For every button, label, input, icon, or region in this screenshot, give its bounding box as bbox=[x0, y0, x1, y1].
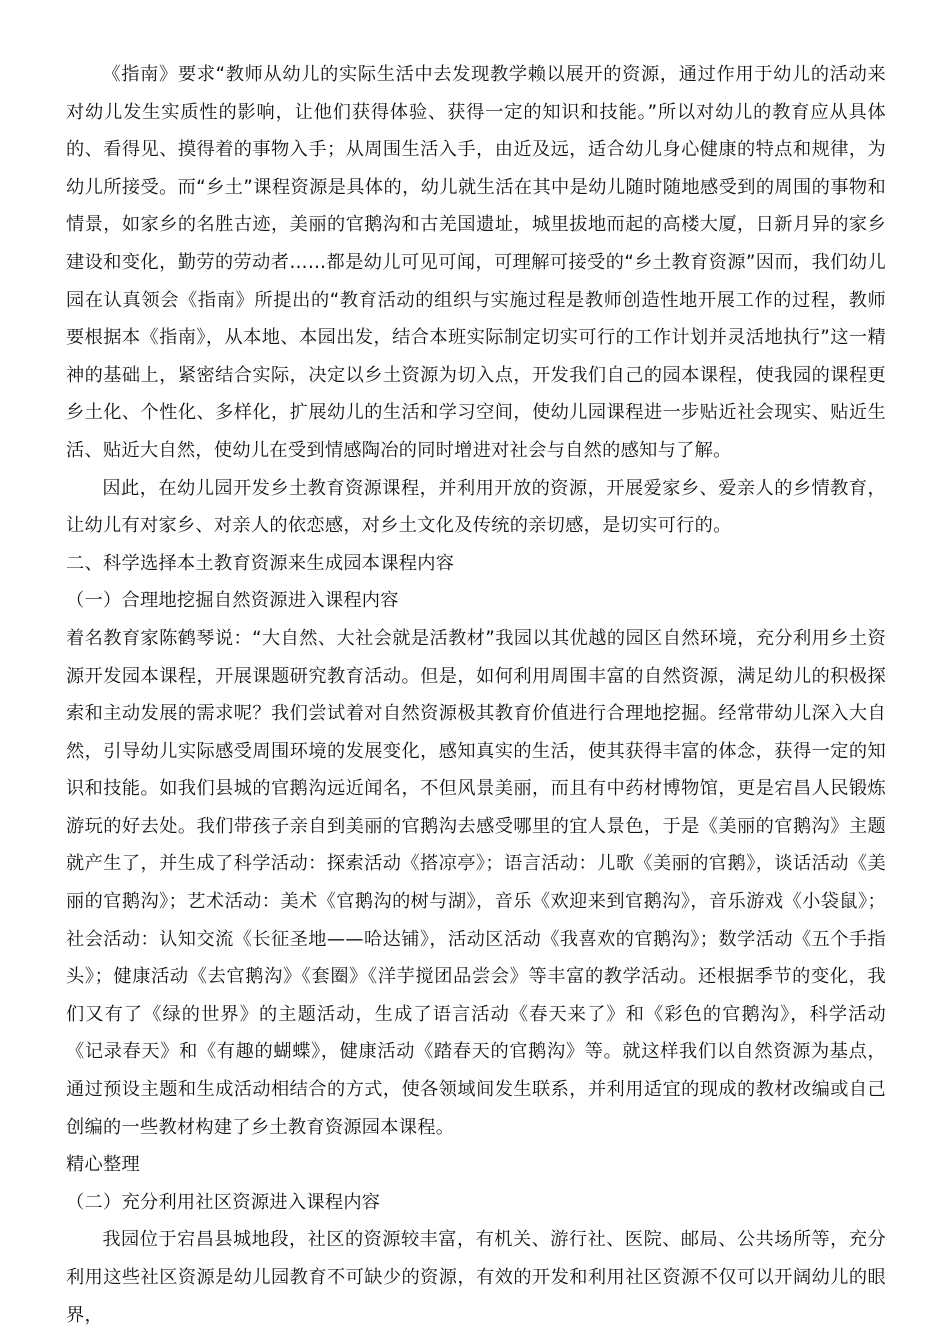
paragraph-conclusion: 因此，在幼儿园开发乡土教育资源课程，并利用开放的资源，开展爱家乡、爱亲人的乡情教育，让幼儿有对家乡、对亲人的依恋感，对乡土文化及传统的亲切感，是切实可行的。 bbox=[66, 477, 886, 537]
paragraph-community-resources: 我园位于宕昌县城地段，社区的资源较丰富，有机关、游行社、医院、邮局、公共场所等，充分利用这些社区资源是幼儿园教育不可缺少的资源，有效的开发和利用社区资源不仅可以开阔幼儿的眼界， bbox=[66, 1229, 886, 1326]
section-heading-2: 二、科学选择本土教育资源来生成园本课程内容 bbox=[66, 552, 455, 574]
paragraph-natural-resources: 着名教育家陈鹤琴说：“大自然、大社会就是活教材”我园以其优越的园区自然环境，充分利用乡土资源开发园本课程，开展课题研究教育活动。但是，如何利用周围丰富的自然资源，满足幼儿的积极探索和主动发展的需求呢？我们尝试着对自然资源极其教育价值进行合理地挖掘。经常带幼儿深入大自然，引导幼儿实际感受周围环境的发展变化，感知真实的生活，使其获得丰富的体念，获得一定的知识和技能。如我们县城的官鹅沟远近闻名，不但风景美丽，而且有中药材博物馆，更是宕昌人民锻炼游玩的好去处。我们带孩子亲自到美丽的官鹅沟去感受哪里的宜人景色，于是《美丽的官鹅沟》主题就产生了，并生成了科学活动：探索活动《搭凉亭》；语言活动：儿歌《美丽的官鹅》，谈话活动《美丽的官鹅沟》；艺术活动：美术《官鹅沟的树与湖》，音乐《欢迎来到官鹅沟》，音乐游戏《小袋鼠》；社会活动：认知交流《长征圣地——哈达铺》，活动区活动《我喜欢的官鹅沟》；数学活动《五个手指头》；健康活动《去官鹅沟》《套圈》《洋芋搅团品尝会》等丰富的教学活动。还根据季节的变化，我们又有了《绿的世界》的主题活动，生成了语言活动《春天来了》和《彩色的官鹅沟》，科学活动《记录春天》和《有趣的蝴蝶》，健康活动《踏春天的官鹅沟》等。就这样我们以自然资源为基点，通过预设主题和生成活动相结合的方式，使各领域间发生联系，并利用适宜的现成的教材改编或自己创编的一些教材构建了乡土教育资源园本课程。 bbox=[66, 627, 886, 1138]
note-text: 精心整理 bbox=[66, 1154, 140, 1176]
subsection-heading-community-resources: （二）充分利用社区资源进入课程内容 bbox=[66, 1191, 381, 1213]
subsection-heading-natural-resources: （一）合理地挖掘自然资源进入课程内容 bbox=[66, 590, 399, 612]
paragraph-guideline-requirements: 《指南》要求“教师从幼儿的实际生活中去发现教学赖以展开的资源，通过作用于幼儿的活动来对幼儿发生实质性的影响，让他们获得体验、获得一定的知识和技能。”所以对幼儿的教育应从具体的、看得见、摸得着的事物入手；从周围生活入手，由近及远，适合幼儿身心健康的特点和规律，为幼儿所接受。而“乡土”课程资源是具体的，幼儿就生活在其中是幼儿随时随地感受到的周围的事物和情景，如家乡的名胜古迹，美丽的官鹅沟和古羌国遗址，城里拔地而起的高楼大厦，日新月异的家乡建设和变化，勤劳的劳动者……都是幼儿可见可闻，可理解可接受的“乡土教育资源”因而，我们幼儿园在认真领会《指南》所提出的“教育活动的组织与实施过程是教师创造性地开展工作的过程，教师要根据本《指南》，从本地、本园出发，结合本班实际制定切实可行的工作计划并灵活地执行”这一精神的基础上，紧密结合实际，决定以乡土资源为切入点，开发我们自己的园本课程，使我园的课程更乡土化、个性化、多样化，扩展幼儿的生活和学习空间，使幼儿园课程进一步贴近社会现实、贴近生活、贴近大自然，使幼儿在受到情感陶冶的同时增进对社会与自然的感知与了解。 bbox=[66, 64, 886, 461]
document-body bbox=[66, 56, 886, 1334]
